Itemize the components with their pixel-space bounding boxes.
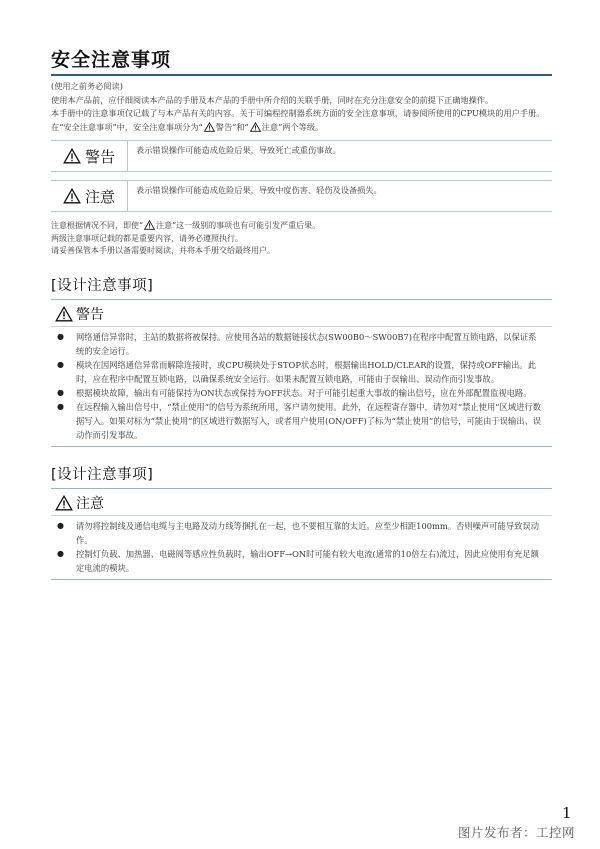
warning-label-text: 警告: [84, 147, 115, 166]
section-title: [设计注意事项]: [51, 466, 154, 483]
list-item: ● 控制灯负载、加热器、电磁阀等感应性负载时，输出OFF→ON时可能有较大电流(通常的10倍左右)流过，因此应使用有充足额定电流的模块。: [51, 547, 552, 575]
design-caution-section: [51, 488, 552, 580]
note-text-segment: 注意根据情况不同，即使“: [51, 221, 144, 230]
caution-triangle-icon: [55, 495, 73, 511]
intro-text-segment: ”两个等级。: [278, 121, 324, 132]
note-text-segment: ”这一级别的事项也有可能引发严重后果。: [172, 221, 321, 230]
note-line: 两级注意事项记载的都是重要内容，请务必遵照执行。: [51, 233, 243, 243]
warning-definition-box: [51, 140, 552, 172]
list-item: ● 模块在因网络通信异常而解除连接时，或CPU模块处于STOP状态时，根据输出HOLD/CLEAR的设置，保持或OFF输出。此时，应在程序中配置互锁电路，以确保系统安全运行。如果未配置互锁电路，可能由于误输出、误动作而引发事故。: [51, 358, 552, 386]
warning-triangle-icon: [63, 148, 81, 164]
caution-triangle-icon: [63, 188, 81, 204]
notes-text: [51, 220, 552, 258]
document-page: [51, 48, 552, 580]
section-title: [设计注意事项]: [51, 277, 154, 294]
warning-list: [51, 327, 552, 446]
intro-line: 使用本产品前，应仔细阅读本产品的手册及本产品的手册中所介绍的关联手册，同时在充分注意安全的前提下正确地操作。: [51, 94, 494, 105]
caution-definition-box: [51, 180, 552, 212]
section-heading-caution: [51, 489, 552, 516]
intro-line: (使用之前务必阅读): [51, 81, 123, 91]
intro-text-segment: ”和“: [232, 121, 249, 132]
note-caution-word: 注意: [156, 221, 173, 230]
page-title: 安全注意事项: [51, 48, 552, 76]
list-item: ● 在远程输入输出信号中，“禁止使用”的信号为系统所用，客户请勿使用。此外，在远程寄存器中，请勿对“禁止使用”区域进行数据写入。如果对标为“禁止使用”的区域进行数据写入，或者用户使用(ON/OFF)了标为“禁止使用”的信号，可能由于误输出、误动作而引发事故。: [51, 400, 552, 442]
intro-line: 本手册中的注意事项仅记载了与本产品有关的内容。关于可编程控制器系统方面的安全注意事项，请参阅所使用的CPU模块的用户手册。: [51, 108, 545, 118]
section-heading-warning: [51, 300, 552, 327]
intro-text-segment: 在“安全注意事项”中，安全注意事项分为“: [51, 121, 203, 132]
note-line: 请妥善保管本手册以备需要时阅读，并将本手册交给最终用户。: [51, 246, 275, 255]
intro-line: [51, 121, 552, 135]
warning-triangle-icon: [55, 306, 73, 322]
page-number: 1: [562, 804, 572, 822]
section-heading-text: 注意: [76, 495, 104, 512]
warning-label: [51, 141, 128, 171]
list-item: ● 根据模块故障，输出有可能保持为ON状态或保持为OFF状态。对于可能引起重大事故的输出信号，应在外部配置监视电路。: [51, 386, 552, 400]
list-item: ● 请勿将控制线及通信电缆与主电路及动力线等捆扎在一起，也不要相互靠的太近。应至少相距100mm。否则噪声可能导致误动作。: [51, 519, 552, 547]
warning-description: 表示错误操作可能造成危险后果，导致死亡或重伤事故。: [136, 145, 341, 155]
section-heading-text: 警告: [76, 306, 104, 323]
intro-warning-word: 警告: [215, 121, 233, 132]
warning-triangle-icon: [204, 122, 215, 132]
caution-triangle-icon: [144, 220, 155, 230]
caution-label: [51, 181, 128, 211]
list-item: ● 网络通信异常时，主站的数据将被保持。应使用各站的数据链接状态(SW00B0～SW00B7)在程序中配置互锁电路，以保证系统的安全运行。: [51, 330, 552, 358]
design-warning-section: [51, 299, 552, 447]
watermark: 图片发布者：工控网: [458, 825, 576, 840]
caution-description: 表示错误操作可能造成危险后果，导致中度伤害、轻伤及设备损失。: [136, 185, 382, 195]
note-line: [51, 220, 552, 233]
caution-triangle-icon: [250, 122, 261, 132]
caution-label-text: 注意: [84, 187, 115, 206]
intro-caution-word: 注意: [261, 121, 279, 132]
intro-text: [51, 80, 552, 134]
caution-list: [51, 516, 552, 579]
